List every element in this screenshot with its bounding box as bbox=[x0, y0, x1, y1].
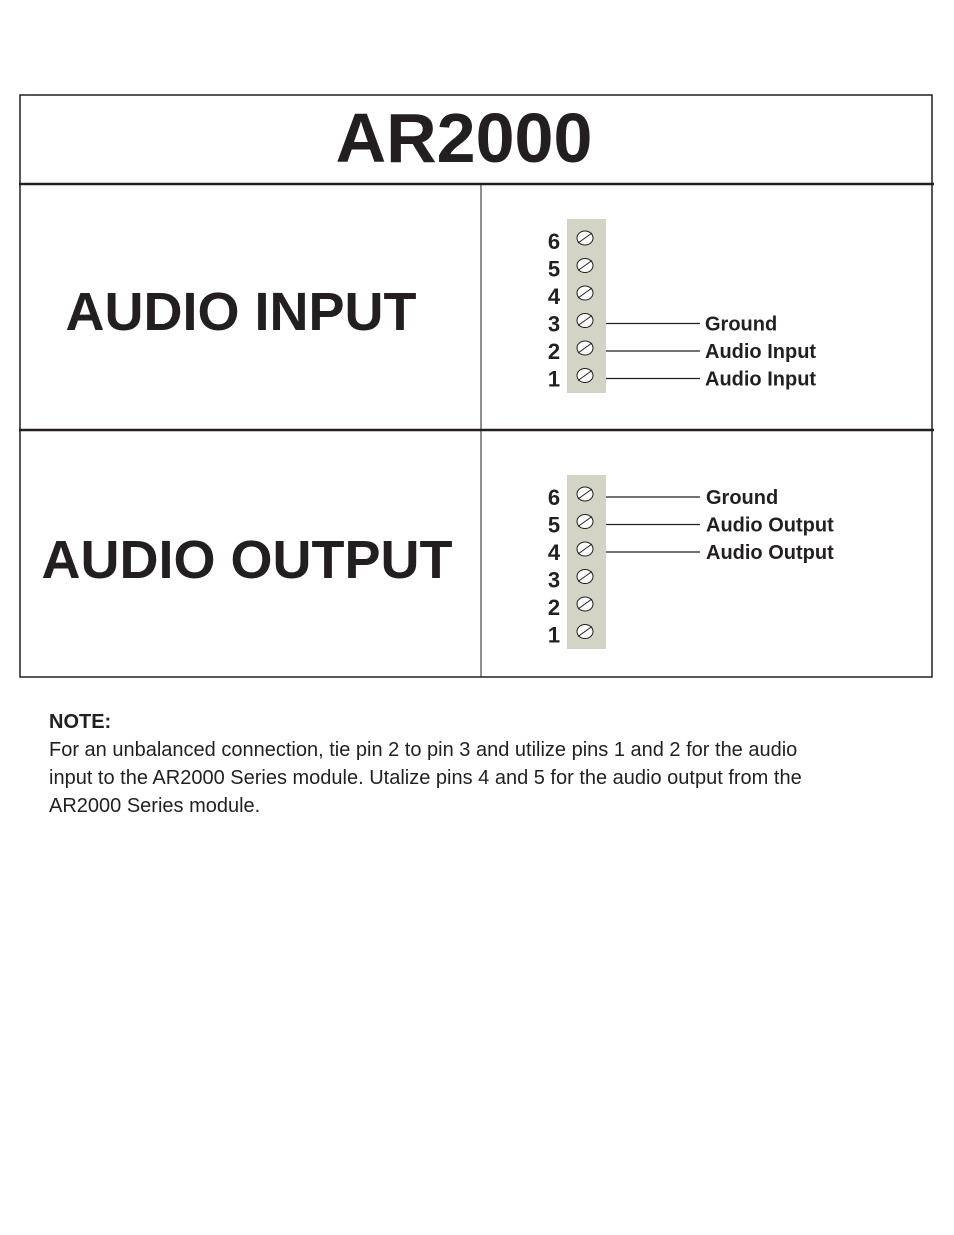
pin-number: 4 bbox=[547, 540, 561, 565]
connection-label: Audio Input bbox=[705, 368, 817, 391]
note-line: For an unbalanced connection, tie pin 2 to pin 3 and utilize pins 1 and 2 for the audio bbox=[49, 739, 798, 761]
connection-label: Audio Input bbox=[705, 341, 817, 363]
pin-number: 5 bbox=[547, 256, 561, 282]
pin-number: 2 bbox=[547, 595, 561, 620]
pin-number: 6 bbox=[547, 229, 561, 254]
pin-number: 3 bbox=[547, 311, 561, 337]
note-line: input to the AR2000 Series module. Utalize pins 4 and 5 for the audio output from the bbox=[49, 767, 802, 789]
terminal-block-output bbox=[548, 475, 834, 649]
connection-label: Ground bbox=[705, 313, 778, 336]
pin-number: 1 bbox=[547, 366, 561, 392]
terminal-block-input bbox=[548, 219, 817, 393]
note-title: NOTE: bbox=[49, 711, 112, 733]
connection-label: Audio Output bbox=[706, 514, 834, 537]
pin-number: 1 bbox=[547, 622, 561, 648]
connection-label: Ground bbox=[706, 487, 779, 509]
pin-number: 4 bbox=[547, 284, 561, 309]
pin-number: 3 bbox=[547, 567, 561, 593]
pin-number: 2 bbox=[547, 339, 561, 364]
note-line: AR2000 Series module. bbox=[49, 795, 261, 817]
pin-number: 6 bbox=[547, 485, 561, 510]
section-label-audio-output: AUDIO OUTPUT bbox=[41, 530, 453, 590]
section-label-audio-input: AUDIO INPUT bbox=[65, 282, 417, 342]
diagram-title: AR2000 bbox=[335, 99, 593, 177]
pin-number: 5 bbox=[547, 512, 561, 538]
note bbox=[49, 708, 909, 820]
connection-label: Audio Output bbox=[706, 542, 834, 564]
